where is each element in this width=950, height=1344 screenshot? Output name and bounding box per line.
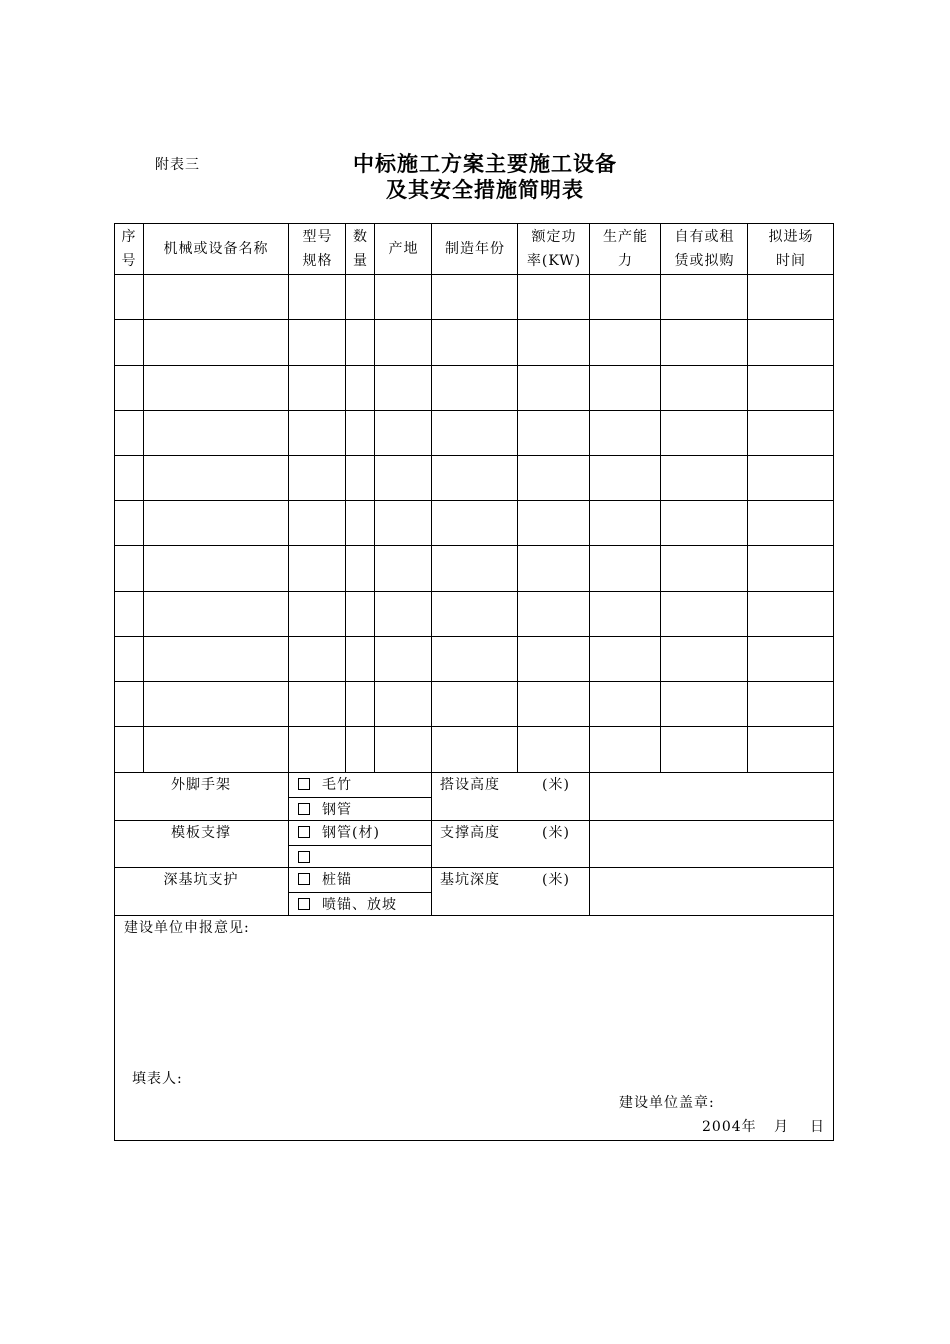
checkbox-icon[interactable] xyxy=(298,826,310,838)
form-title-line1: 中标施工方案主要施工设备 xyxy=(353,151,617,176)
header-seq-1: 序 xyxy=(121,229,137,245)
header-power-2: 率(KW) xyxy=(526,253,582,269)
header-power-1: 额定功 xyxy=(531,229,577,245)
table-grid xyxy=(114,223,834,1141)
date-day: 日 xyxy=(810,1119,825,1135)
header-equipment-name: 机械或设备名称 xyxy=(163,241,269,257)
formwork-option-steel[interactable]: 钢管(材) xyxy=(298,821,380,845)
formwork-option-blank[interactable] xyxy=(298,846,322,870)
date-year: 2004年 xyxy=(702,1119,757,1135)
checkbox-icon[interactable] xyxy=(298,803,310,815)
checkbox-icon[interactable] xyxy=(298,851,310,863)
pit-depth-label: 基坑深度 xyxy=(440,872,500,888)
checkbox-icon[interactable] xyxy=(298,873,310,885)
form-title-line2: 及其安全措施简明表 xyxy=(386,177,584,202)
header-qty-1: 数 xyxy=(353,229,368,245)
scaffold-option-bamboo[interactable]: 毛竹 xyxy=(298,773,352,797)
equipment-table xyxy=(114,223,834,1141)
date-month: 月 xyxy=(774,1119,789,1135)
header-entry-1: 拟进场 xyxy=(768,229,814,245)
opinion-label: 建设单位申报意见: xyxy=(124,920,250,936)
header-entry-2: 时间 xyxy=(776,253,806,269)
checkbox-icon[interactable] xyxy=(298,778,310,790)
header-ownership-2: 赁或拟购 xyxy=(674,253,735,269)
pit-depth-unit: (米) xyxy=(542,872,570,888)
formwork-height-label: 支撑高度 xyxy=(440,825,500,841)
checkbox-icon[interactable] xyxy=(298,898,310,910)
header-qty-2: 量 xyxy=(353,253,368,269)
header-capacity-1: 生产能 xyxy=(603,229,648,245)
pit-option-shotcrete-slope[interactable]: 喷锚、放坡 xyxy=(298,893,397,917)
header-seq-2: 号 xyxy=(121,253,137,269)
pit-option-pile-anchor[interactable]: 桩锚 xyxy=(298,868,352,892)
formwork-height-unit: (米) xyxy=(542,825,570,841)
header-capacity-2: 力 xyxy=(618,253,633,269)
scaffold-height-unit: (米) xyxy=(542,777,570,793)
seal-label: 建设单位盖章: xyxy=(619,1095,715,1111)
pit-support-label: 深基坑支护 xyxy=(163,872,239,888)
filler-label: 填表人: xyxy=(132,1071,183,1087)
formwork-label: 模板支撑 xyxy=(171,825,231,841)
scaffold-label: 外脚手架 xyxy=(171,777,231,793)
header-manufacture-year: 制造年份 xyxy=(445,241,505,257)
scaffold-option-steel-pipe[interactable]: 钢管 xyxy=(298,798,352,822)
annex-label: 附表三 xyxy=(155,157,200,173)
header-model-2: 规格 xyxy=(302,253,333,269)
scaffold-height-label: 搭设高度 xyxy=(440,777,500,793)
header-model-1: 型号 xyxy=(302,229,333,245)
header-origin: 产地 xyxy=(388,241,419,257)
header-ownership-1: 自有或租 xyxy=(674,229,735,245)
